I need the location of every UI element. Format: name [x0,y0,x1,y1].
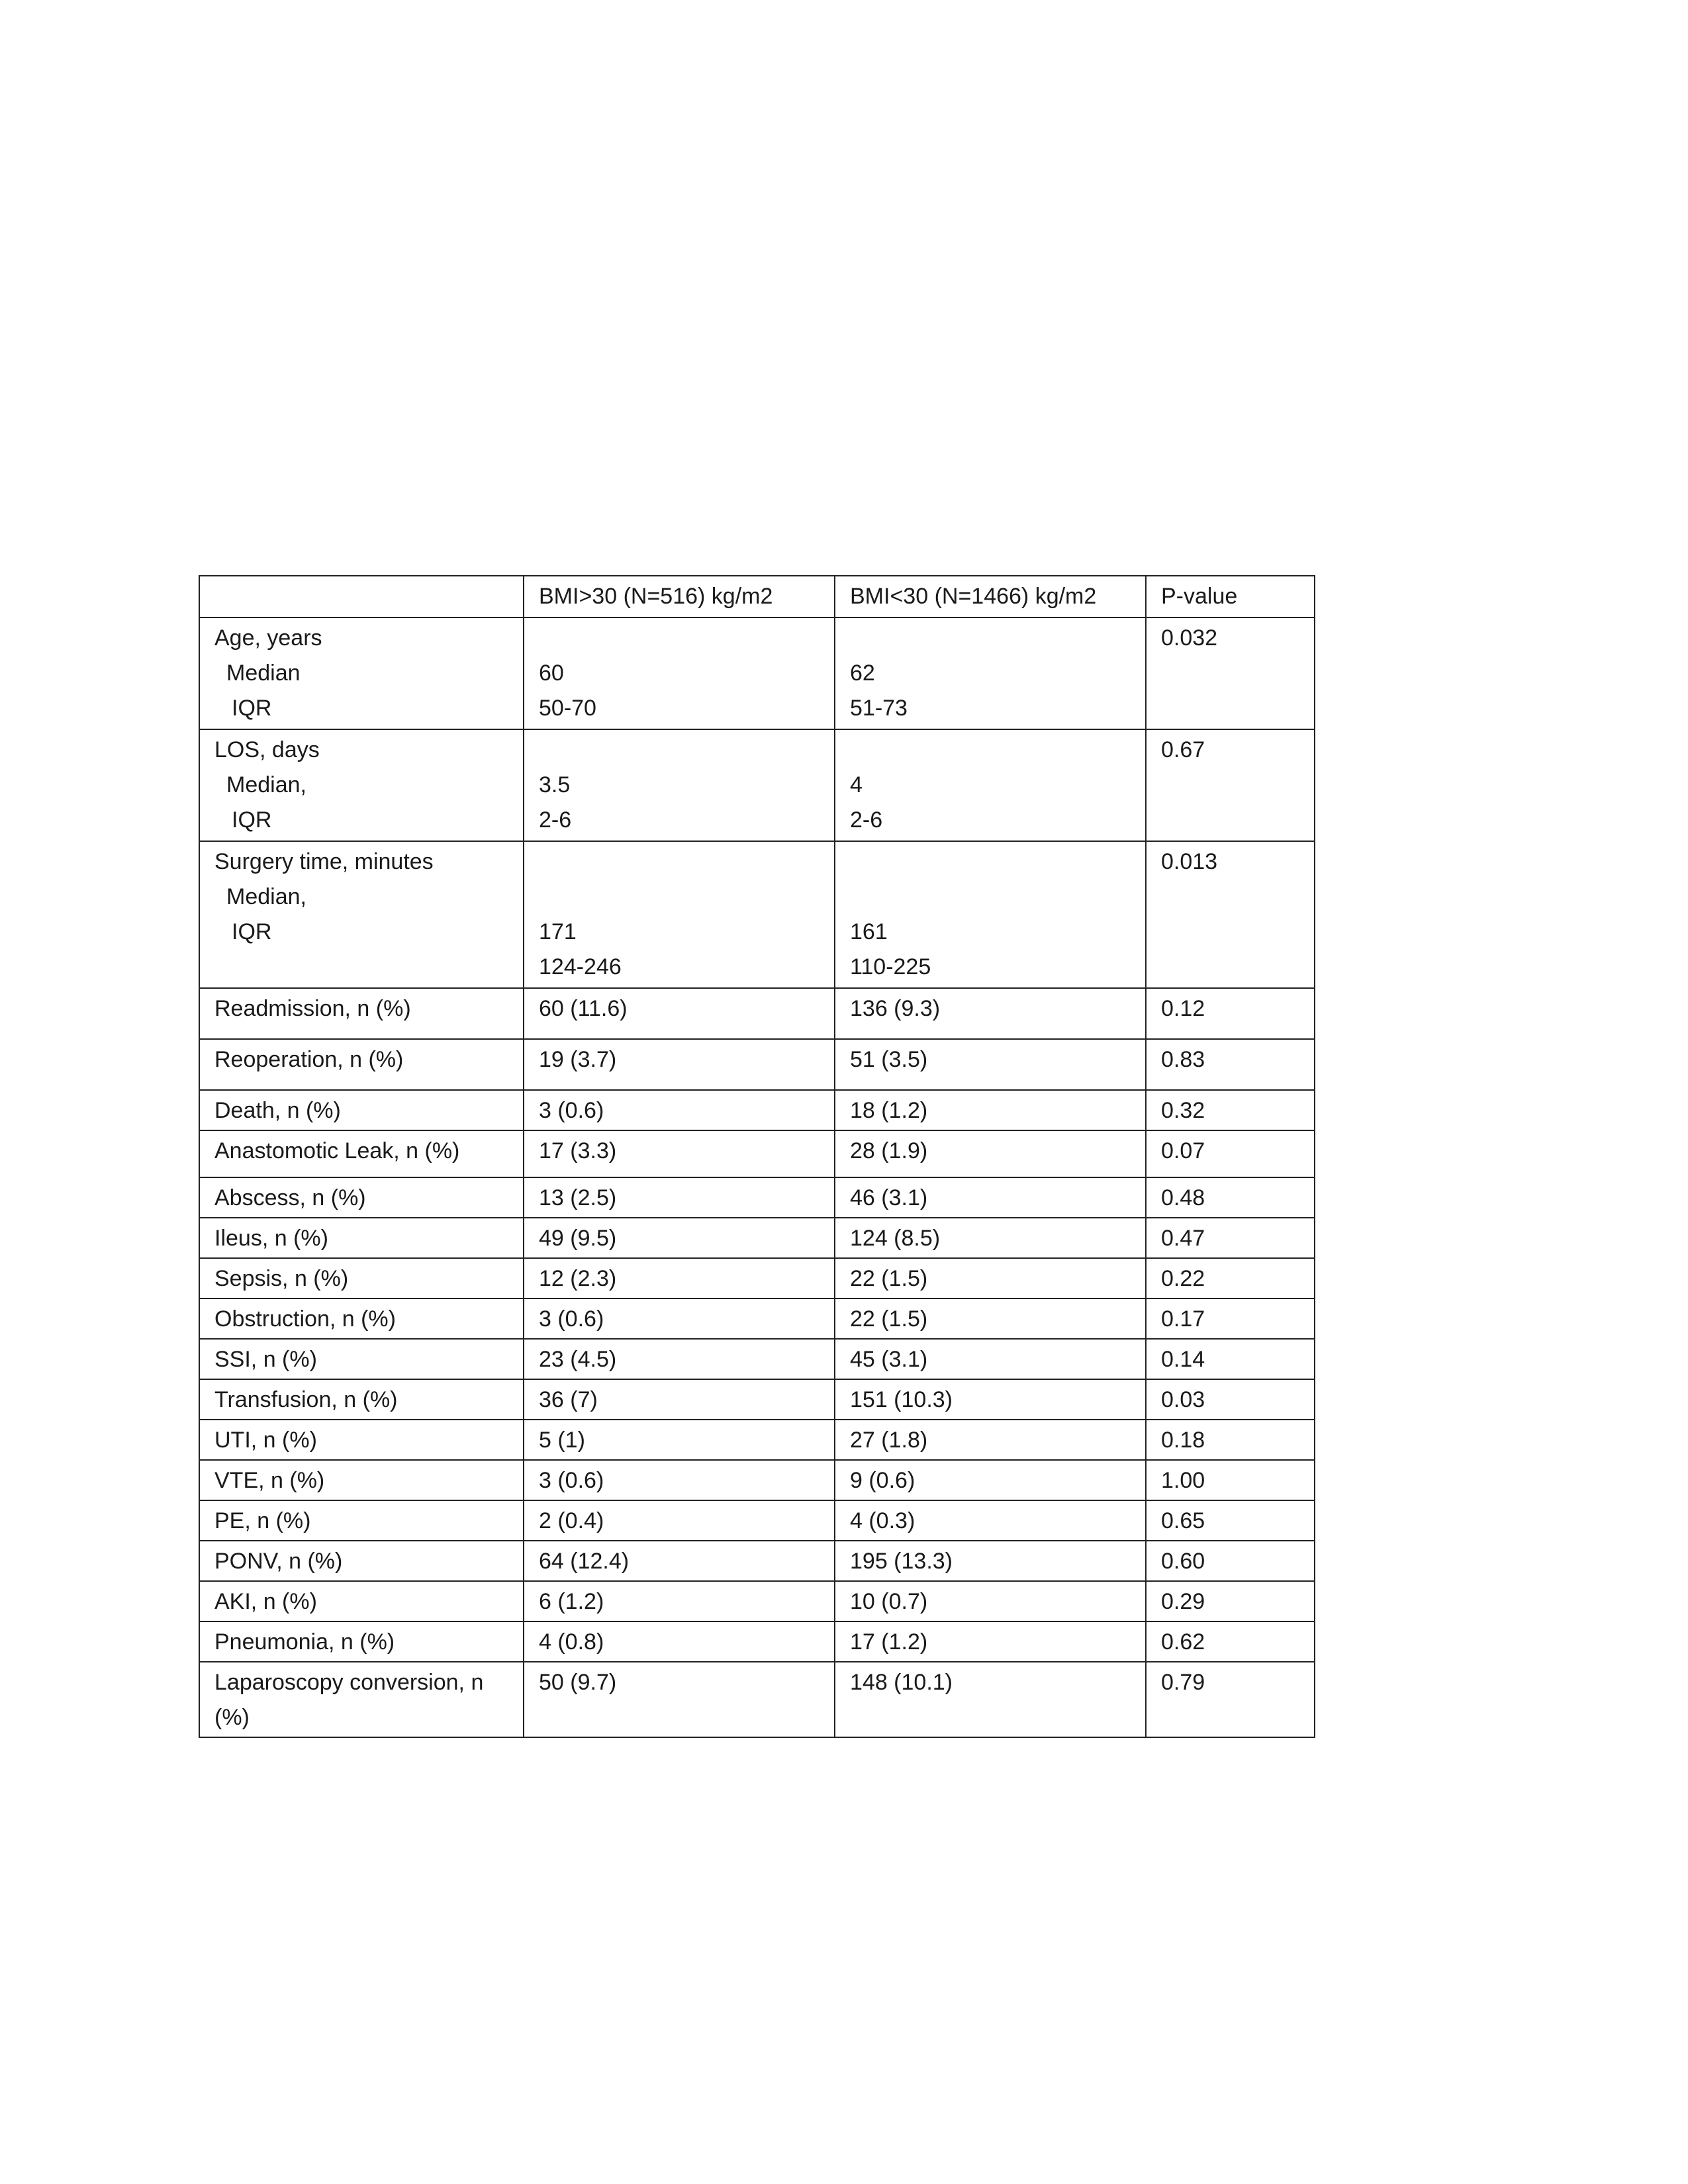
bmi-high-value: 17 (3.3) [524,1130,835,1177]
bmi-low-value: 51 (3.5) [835,1039,1146,1090]
row-label-cell [199,617,524,729]
bmi-high-iqr: 50-70 [539,696,596,721]
row-label: Reoperation, n (%) [199,1039,524,1090]
bmi-high-value: 6 (1.2) [524,1581,835,1621]
header-row [199,576,1315,617]
table-row-los [199,729,1315,841]
bmi-low-value: 22 (1.5) [835,1258,1146,1298]
bmi-low-iqr: 110-225 [850,954,931,979]
bmi-high-value: 60 (11.6) [524,988,835,1039]
p-value: 0.32 [1146,1090,1315,1130]
bmi-low-iqr: 51-73 [850,696,908,721]
bmi-low-value: 22 (1.5) [835,1298,1146,1339]
row-label: PE, n (%) [199,1500,524,1541]
table-row-age [199,617,1315,729]
median-label: Median, [226,772,306,797]
header-cell-blank [199,576,524,617]
p-value: 0.14 [1146,1339,1315,1379]
bmi-high-value: 12 (2.3) [524,1258,835,1298]
table-row [199,1581,1315,1621]
bmi-low-value: 124 (8.5) [835,1218,1146,1258]
p-value-cell [1146,617,1315,729]
bmi-high-cell [524,729,835,841]
p-value: 0.60 [1146,1541,1315,1581]
bmi-high-value: 3 (0.6) [524,1298,835,1339]
bmi-high-value: 36 (7) [524,1379,835,1420]
row-label: Transfusion, n (%) [199,1379,524,1420]
p-value: 0.62 [1146,1621,1315,1662]
table-row [199,988,1315,1039]
bmi-low-value: 17 (1.2) [835,1621,1146,1662]
iqr-label: IQR [232,696,272,721]
bmi-low-value: 18 (1.2) [835,1090,1146,1130]
row-label: Abscess, n (%) [199,1177,524,1218]
row-label: LOS, days [214,737,320,762]
bmi-low-median: 161 [850,919,888,944]
row-label: Surgery time, minutes [214,849,434,874]
bmi-low-value: 9 (0.6) [835,1460,1146,1500]
bmi-high-median: 60 [539,660,564,686]
table-row [199,1258,1315,1298]
p-value: 0.013 [1161,849,1218,874]
p-value: 0.22 [1146,1258,1315,1298]
table-row [199,1177,1315,1218]
bmi-high-median: 3.5 [539,772,571,797]
p-value: 0.12 [1146,988,1315,1039]
bmi-high-value: 19 (3.7) [524,1039,835,1090]
bmi-high-value: 4 (0.8) [524,1621,835,1662]
table-row [199,1379,1315,1420]
row-label-text: Laparoscopy conversion, n (%) [214,1670,484,1730]
p-value: 0.032 [1161,625,1218,651]
p-value: 0.65 [1146,1500,1315,1541]
p-value: 0.18 [1146,1420,1315,1460]
bmi-low-cell [835,617,1146,729]
bmi-high-value: 5 (1) [524,1420,835,1460]
iqr-label: IQR [232,919,272,944]
row-label [199,1662,524,1737]
row-label: Readmission, n (%) [199,988,524,1039]
bmi-low-value: 148 (10.1) [835,1662,1146,1737]
table-row [199,1621,1315,1662]
bmi-high-value: 64 (12.4) [524,1541,835,1581]
bmi-high-value: 49 (9.5) [524,1218,835,1258]
table-row [199,1339,1315,1379]
table-row [199,1541,1315,1581]
bmi-low-cell [835,729,1146,841]
bmi-high-value: 50 (9.7) [524,1662,835,1737]
p-value: 0.47 [1146,1218,1315,1258]
p-value: 0.79 [1146,1662,1315,1737]
row-label: Ileus, n (%) [199,1218,524,1258]
median-label: Median [226,660,301,686]
bmi-low-value: 46 (3.1) [835,1177,1146,1218]
table-row [199,1500,1315,1541]
bmi-high-value: 3 (0.6) [524,1460,835,1500]
table-row [199,1130,1315,1177]
header-cell-p-value: P-value [1146,576,1315,617]
bmi-low-value: 4 (0.3) [835,1500,1146,1541]
header-cell-bmi-low: BMI<30 (N=1466) kg/m2 [835,576,1146,617]
p-value: 0.03 [1146,1379,1315,1420]
row-label-cell [199,841,524,988]
row-label: UTI, n (%) [199,1420,524,1460]
header-cell-bmi-high: BMI>30 (N=516) kg/m2 [524,576,835,617]
bmi-high-value: 3 (0.6) [524,1090,835,1130]
iqr-label: IQR [232,807,272,833]
bmi-low-value: 10 (0.7) [835,1581,1146,1621]
bmi-high-median: 171 [539,919,577,944]
bmi-high-iqr: 2-6 [539,807,572,833]
table-row [199,1460,1315,1500]
table-row [199,1298,1315,1339]
row-label: SSI, n (%) [199,1339,524,1379]
bmi-low-cell [835,841,1146,988]
bmi-low-value: 151 (10.3) [835,1379,1146,1420]
p-value: 0.07 [1146,1130,1315,1177]
bmi-high-value: 2 (0.4) [524,1500,835,1541]
bmi-low-iqr: 2-6 [850,807,883,833]
p-value: 0.83 [1146,1039,1315,1090]
bmi-high-cell [524,617,835,729]
row-label: Obstruction, n (%) [199,1298,524,1339]
p-value-cell [1146,729,1315,841]
bmi-high-value: 13 (2.5) [524,1177,835,1218]
bmi-high-iqr: 124-246 [539,954,622,979]
row-label-cell [199,729,524,841]
bmi-low-value: 45 (3.1) [835,1339,1146,1379]
table-row [199,1420,1315,1460]
row-label: Sepsis, n (%) [199,1258,524,1298]
p-value: 0.67 [1161,737,1205,762]
p-value-cell [1146,841,1315,988]
table-row-surgery-time [199,841,1315,988]
table-row [199,1218,1315,1258]
row-label: Anastomotic Leak, n (%) [199,1130,524,1177]
median-label: Median, [226,884,306,909]
table-row [199,1039,1315,1090]
outcomes-table [199,575,1315,1738]
row-label: AKI, n (%) [199,1581,524,1621]
table-row [199,1662,1315,1737]
p-value: 1.00 [1146,1460,1315,1500]
row-label: PONV, n (%) [199,1541,524,1581]
bmi-low-median: 4 [850,772,863,797]
bmi-high-cell [524,841,835,988]
row-label: Pneumonia, n (%) [199,1621,524,1662]
row-label: Age, years [214,625,322,651]
row-label: VTE, n (%) [199,1460,524,1500]
table-row [199,1090,1315,1130]
bmi-low-value: 27 (1.8) [835,1420,1146,1460]
row-label: Death, n (%) [199,1090,524,1130]
p-value: 0.29 [1146,1581,1315,1621]
bmi-low-value: 195 (13.3) [835,1541,1146,1581]
p-value: 0.17 [1146,1298,1315,1339]
bmi-low-median: 62 [850,660,875,686]
bmi-low-value: 28 (1.9) [835,1130,1146,1177]
bmi-low-value: 136 (9.3) [835,988,1146,1039]
p-value: 0.48 [1146,1177,1315,1218]
bmi-high-value: 23 (4.5) [524,1339,835,1379]
